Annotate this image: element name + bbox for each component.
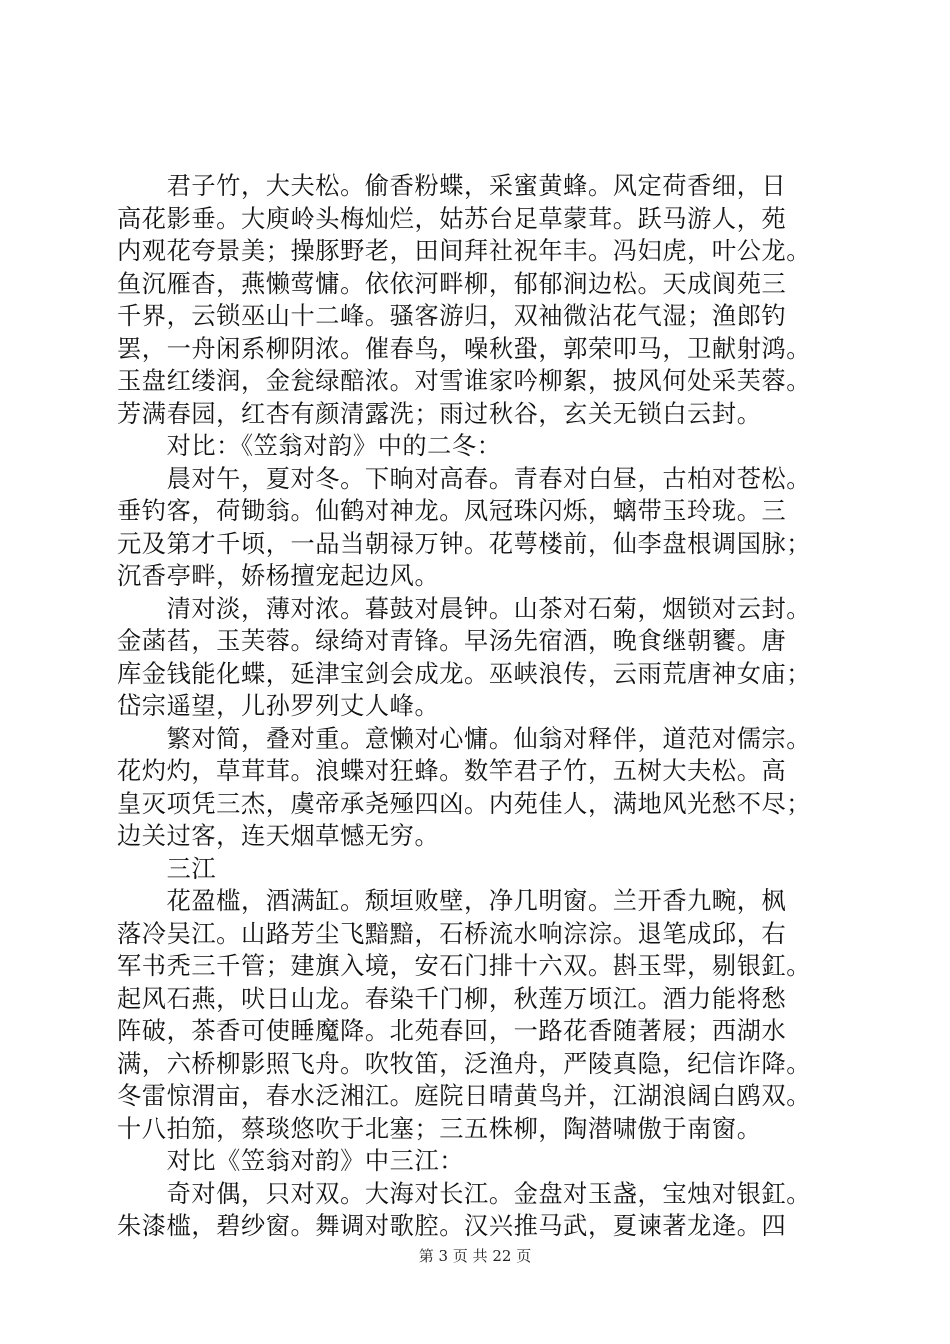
text-line: 罢，一舟闲系柳阴浓。催春鸟，噪秋蛩，郭荣叩马，卫献射鸿。 bbox=[117, 334, 812, 363]
text-line: 冬雷惊渭亩，春水泛湘江。庭院日晴黄鸟并，江湖浪阔白鸥双。 bbox=[117, 1082, 812, 1110]
text-line: 高花影垂。大庾岭头梅灿烂，姑苏台足草蒙茸。跃马游人，苑 bbox=[117, 204, 787, 233]
text-line: 起风石燕，吠日山龙。春染千门柳，秋莲万顷江。酒力能将愁 bbox=[117, 984, 787, 1013]
text-line: 库金钱能化蝶，延津宝剑会成龙。巫峡浪传，云雨荒唐神女庙； bbox=[117, 659, 812, 688]
text-line: 内观花夸景美；操豚野老，田间拜社祝年丰。冯妇虎，叶公龙。 bbox=[117, 237, 812, 265]
text-line: 元及第才千顷，一品当朝禄万钟。花萼楼前，仙李盘根调国脉； bbox=[117, 529, 812, 558]
text-line: 千界，云锁巫山十二峰。骚客游归，双袖微沾花气湿；渔郎钓 bbox=[117, 302, 787, 330]
text-line: 皇灭项凭三杰，虞帝承尧殛四凶。内苑佳人，满地风光愁不尽； bbox=[117, 789, 812, 818]
body-text bbox=[117, 170, 837, 1243]
text-line: 垂钓客，荷锄翁。仙鹤对神龙。凤冠珠闪烁，螭带玉玲珑。三 bbox=[117, 497, 787, 525]
text-line: 对比《笠翁对韵》中三江： bbox=[117, 1147, 465, 1175]
text-line: 金菡萏，玉芙蓉。绿绮对青锋。早汤先宿酒，晚食继朝饔。唐 bbox=[117, 627, 787, 655]
text-line: 繁对简，叠对重。意懒对心慵。仙翁对释伴，道范对儒宗。 bbox=[117, 724, 812, 753]
text-line: 军书秃三千管；建旗入境，安石门排十六双。斟玉斝，剔银釭。 bbox=[117, 952, 812, 980]
text-line: 朱漆槛，碧纱窗。舞调对歌腔。汉兴推马武，夏谏著龙逄。四 bbox=[117, 1212, 787, 1240]
text-line: 清对淡，薄对浓。暮鼓对晨钟。山茶对石菊，烟锁对云封。 bbox=[117, 594, 812, 623]
text-line: 沉香亭畔，娇杨擅宠起边风。 bbox=[117, 562, 440, 590]
text-line: 晨对午，夏对冬。下晌对高春。青春对白昼，古柏对苍松。 bbox=[117, 464, 812, 493]
text-line: 三江 bbox=[117, 854, 217, 883]
text-line: 对比：《笠翁对韵》中的二冬： bbox=[117, 432, 502, 460]
text-line: 岱宗遥望，儿孙罗列丈人峰。 bbox=[117, 692, 440, 720]
text-line: 鱼沉雁杳，燕懒莺慵。依依河畔柳，郁郁涧边松。天成阆苑三 bbox=[117, 269, 787, 298]
text-line: 奇对偶，只对双。大海对长江。金盘对玉盏，宝烛对银釭。 bbox=[117, 1179, 812, 1208]
text-line: 满，六桥柳影照飞舟。吹牧笛，泛渔舟，严陵真隐，纪信诈降。 bbox=[117, 1049, 812, 1078]
text-line: 芳满春园，红杏有颜清露洗；雨过秋谷，玄关无锁白云封。 bbox=[117, 399, 762, 428]
text-line: 玉盘红缕润，金瓮绿醅浓。对雪谁家吟柳絮，披风何处采芙蓉。 bbox=[117, 367, 812, 395]
text-line: 边关过客，连天烟草憾无穷。 bbox=[117, 822, 440, 850]
text-line: 花灼灼，草茸茸。浪蝶对狂蜂。数竿君子竹，五树大夫松。高 bbox=[117, 757, 787, 785]
text-line: 花盈槛，酒满缸。颓垣败壁，净几明窗。兰开香九畹，枫 bbox=[117, 887, 787, 915]
text-line: 阵破，茶香可使睡魔降。北苑春回，一路花香随著屐；西湖水 bbox=[117, 1017, 787, 1045]
page-footer: 第 3 页 共 22 页 bbox=[418, 1247, 532, 1265]
text-line: 落冷吴江。山路芳尘飞黯黯，石桥流水响淙淙。退笔成邱，右 bbox=[117, 919, 787, 948]
text-line: 十八拍笳，蔡琰悠吹于北塞；三五株柳，陶潜啸傲于南窗。 bbox=[117, 1114, 762, 1143]
text-line: 君子竹，大夫松。偷香粉蝶，采蜜黄蜂。风定荷香细，日 bbox=[117, 172, 787, 200]
